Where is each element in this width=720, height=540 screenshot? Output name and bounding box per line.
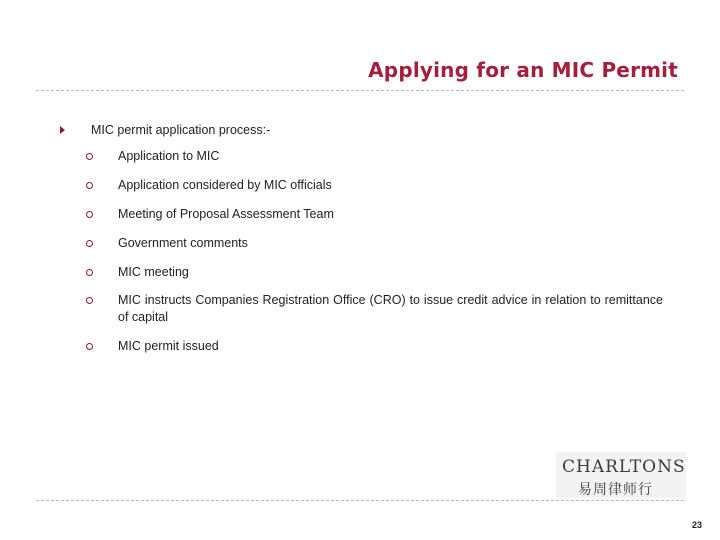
slide-title: Applying for an MIC Permit <box>368 58 678 82</box>
bottom-divider <box>36 500 684 501</box>
circle-bullet-icon <box>86 297 93 304</box>
circle-bullet-icon <box>86 240 93 247</box>
circle-bullet-icon <box>86 343 93 350</box>
logo-name: CHARLTONS <box>562 457 686 477</box>
logo-chinese-name: 易周律师行 <box>578 482 653 498</box>
triangle-bullet-icon <box>60 126 65 134</box>
step-text: Application considered by MIC officials <box>118 178 332 192</box>
page-number: 23 <box>691 520 702 530</box>
step-text: Application to MIC <box>118 149 220 163</box>
charltons-logo <box>556 452 686 498</box>
step-text: MIC meeting <box>118 265 189 279</box>
circle-bullet-icon <box>86 182 93 189</box>
step-text: Meeting of Proposal Assessment Team <box>118 207 334 221</box>
top-divider <box>36 90 684 91</box>
circle-bullet-icon <box>86 153 93 160</box>
circle-bullet-icon <box>86 211 93 218</box>
step-text: Government comments <box>118 236 248 250</box>
step-text: MIC permit issued <box>118 339 219 353</box>
main-bullet-label: MIC permit application process:- <box>91 123 271 137</box>
circle-bullet-icon <box>86 269 93 276</box>
step-text: MIC instructs Companies Registration Office (CRO) to issue credit advice in relation to remittance of capital <box>118 293 663 324</box>
